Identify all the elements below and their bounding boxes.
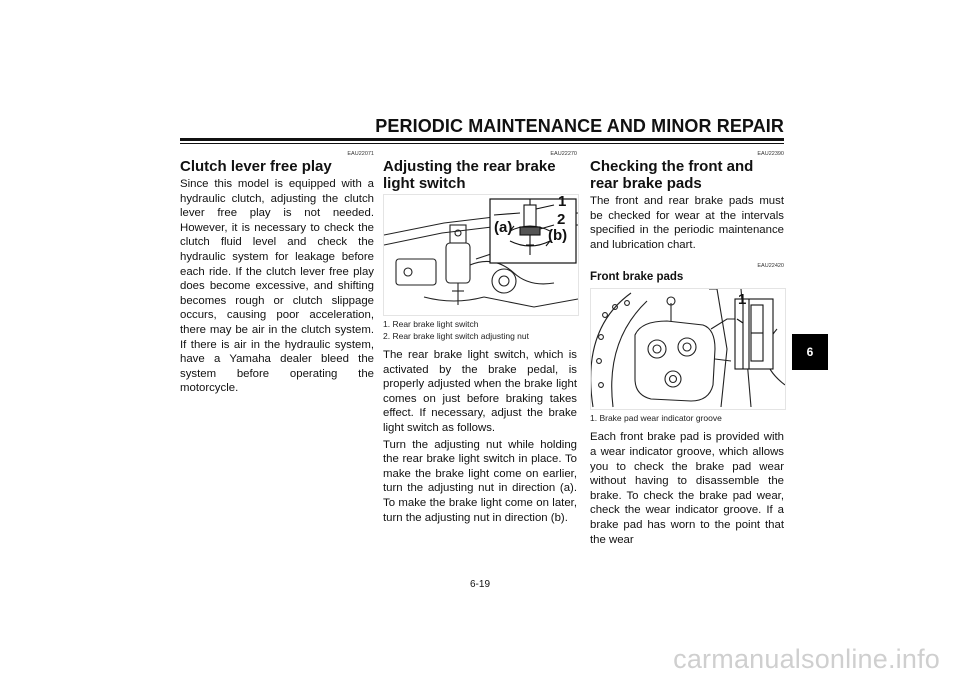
watermark: carmanualsonline.info <box>673 644 940 674</box>
figure-caption <box>590 412 784 424</box>
callout-2: 2 <box>557 211 566 228</box>
front-brake-pad-figure <box>590 288 786 410</box>
column-rear-brake-switch <box>383 150 577 527</box>
column-brake-pads <box>590 150 784 549</box>
section-heading-clutch: Clutch lever free play <box>180 158 332 175</box>
caption-item: 1. Rear brake light switch <box>383 319 479 329</box>
rear-brake-switch-figure <box>383 194 579 316</box>
figure-caption <box>383 318 577 342</box>
caption-item: 1. Brake pad wear indicator groove <box>590 413 722 424</box>
section-code: EAU22071 <box>347 151 374 157</box>
callout-1: 1 <box>558 194 567 210</box>
section-heading-rear-switch: Adjusting the rear brake light switch <box>383 158 556 192</box>
callout-b: (b) <box>548 227 568 244</box>
chapter-tab[interactable]: 6 <box>792 334 828 370</box>
caption-item: 2. Rear brake light switch adjusting nut <box>383 331 529 341</box>
section-code: EAU22270 <box>550 151 577 157</box>
section-code: EAU22390 <box>757 151 784 157</box>
page-number: 6-19 <box>469 579 490 590</box>
section-code: EAU22420 <box>757 263 784 270</box>
column-clutch <box>180 150 374 398</box>
brake-pads-paragraph: The front and rear brake pads must be checked for wear at the intervals specified in the periodic maintenance and lubrication chart. <box>590 195 784 251</box>
clutch-paragraph: Since this model is equipped with a hydraulic clutch, adjusting the clutch lever free play is not needed. However, it is necessary to check the clutch fluid level and check the hydraulic system for leakage before each ride. If the clutch lever free play does become excessive, and shifting becomes rough or clutch slippage occurs, causing poor acceleration, there may be air in the clutch system. If there is air in the hydraulic system, have a Yamaha dealer bleed the system before operating the motorcycle. <box>180 178 374 395</box>
rear-brake-switch-illustration <box>384 195 578 315</box>
rear-switch-paragraph-1: The rear brake light switch, which is activated by the brake pedal, is properly adjusted when the brake light comes on just before braking takes effect. If necessary, adjust the brake light switch as follows. <box>383 349 577 434</box>
front-brake-pad-illustration <box>591 289 785 409</box>
callout-1: 1 <box>738 291 747 309</box>
header-rule-thin <box>180 143 784 144</box>
header-rule <box>180 138 784 141</box>
rear-switch-paragraph-2: Turn the adjusting nut while holding the rear brake light switch in place. To make the brake light come on earlier, turn the adjusting nut in direction (a). To make the brake light come on later, turn the adjusting nut in direction (b). <box>383 438 577 524</box>
callout-a: (a) <box>494 219 513 236</box>
front-pads-paragraph: Each front brake pad is provided with a wear indicator groove, which allows you to check the brake pad wear without having to disassemble the brake. To check the brake pad wear, check the wear indicator groove. If a brake pad has worn to the point that the wear <box>590 431 784 546</box>
subsection-heading-front-pads: Front brake pads <box>590 271 684 284</box>
section-heading-brake-pads: Checking the front and rear brake pads <box>590 158 754 192</box>
page-title: PERIODIC MAINTENANCE AND MINOR REPAIR <box>375 116 784 136</box>
